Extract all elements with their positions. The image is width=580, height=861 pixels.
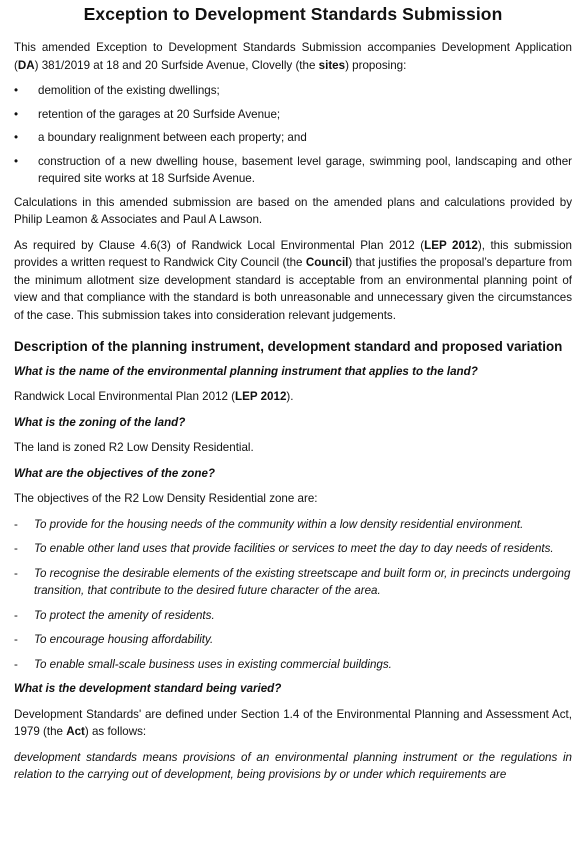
list-item: - To recognise the desirable elements of the existing streetscape and built form or, in precincts undergoing transition, that contribute to the desired future character of the area. <box>14 566 571 597</box>
list-item: • demolition of the existing dwellings; <box>14 82 572 100</box>
question-heading: What is the development standard being varied? <box>14 682 282 695</box>
list-item: • construction of a new dwelling house, basement level garage, swimming pool, landscaping and other required site works at 18 Surfside Avenue. <box>14 154 572 185</box>
intro-text: ) proposing: <box>345 58 407 72</box>
list-item: • a boundary realignment between each property; and <box>14 129 572 147</box>
intro-text: This amended Exception to Development Standards Submission accompanies Development Application ( <box>14 41 572 72</box>
list-item: - To enable other land uses that provide facilities or services to meet the day to day needs of residents. <box>14 540 572 558</box>
definition-paragraph: development standards means provisions of an environmental planning instrument or the regulations in relation to the carrying out of development, being provisions by or under which requirements are <box>14 750 572 781</box>
dash-icon: - <box>14 608 18 622</box>
sites-term: sites <box>318 58 346 72</box>
dash-icon: - <box>14 542 18 555</box>
dash-icon: - <box>14 517 18 531</box>
answer-paragraph: The objectives of the R2 Low Density Residential zone are: <box>14 492 318 505</box>
calculations-paragraph: Calculations in this amended submission are based on the amended plans and calculations provided by Philip Leamon & Associates and Paul A Lawson. <box>14 195 572 226</box>
da-term: DA <box>17 58 35 72</box>
question-heading: What is the name of the environmental planning instrument that applies to the land? <box>14 364 478 378</box>
bullet-icon: • <box>14 107 19 121</box>
bullet-icon: • <box>14 84 19 97</box>
list-item: - To encourage housing affordability. <box>14 631 572 649</box>
question-heading: What are the objectives of the zone? <box>14 466 215 480</box>
lep-term: LEP 2012 <box>235 390 287 403</box>
act-term: Act <box>66 725 85 738</box>
clause-paragraph: As required by Clause 4.6(3) of Randwick Local Environmental Plan 2012 (LEP 2012), this submission provides a written request to Randwick City Council (the Council) that justifies the proposal’s departure from the minimum allotment size development standard is acceptable from an environmental planning point of view and that compliance with the standard is both unreasonable and unnecessary given the circumstances of the case. This submission takes into consideration relevant judgements. <box>14 238 573 322</box>
answer-paragraph: Development Standards' are defined under Section 1.4 of the Environmental Planning and Assessment Act, 1979 (the Act) as follows: <box>14 707 572 738</box>
document-page <box>14 4 572 792</box>
bullet-icon: • <box>14 154 19 168</box>
section-heading: Description of the planning instrument, development standard and proposed variation <box>14 339 563 354</box>
list-item: - To enable small-scale business uses in existing commercial buildings. <box>14 656 572 674</box>
page-title: Exception to Development Standards Submission <box>83 4 503 24</box>
question-heading: What is the zoning of the land? <box>14 415 186 429</box>
council-term: Council <box>305 256 349 269</box>
lep-term: LEP 2012 <box>424 238 478 252</box>
intro-paragraph <box>14 39 572 74</box>
list-item: • retention of the garages at 20 Surfside Avenue; <box>14 106 572 124</box>
proposal-list <box>14 82 572 188</box>
intro-text: ) 381/2019 at 18 and 20 Surfside Avenue, Clovelly (the <box>34 58 319 72</box>
list-item: - To provide for the housing needs of the community within a low density residential environment. <box>14 516 572 534</box>
objectives-list <box>14 516 572 674</box>
bullet-icon: • <box>14 131 19 144</box>
dash-icon: - <box>14 633 18 646</box>
answer-paragraph: Randwick Local Environmental Plan 2012 (LEP 2012). <box>14 390 294 403</box>
dash-icon: - <box>14 566 18 580</box>
list-item: - To protect the amenity of residents. <box>14 607 572 625</box>
answer-paragraph: The land is zoned R2 Low Density Residential. <box>14 441 254 454</box>
dash-icon: - <box>14 657 18 671</box>
